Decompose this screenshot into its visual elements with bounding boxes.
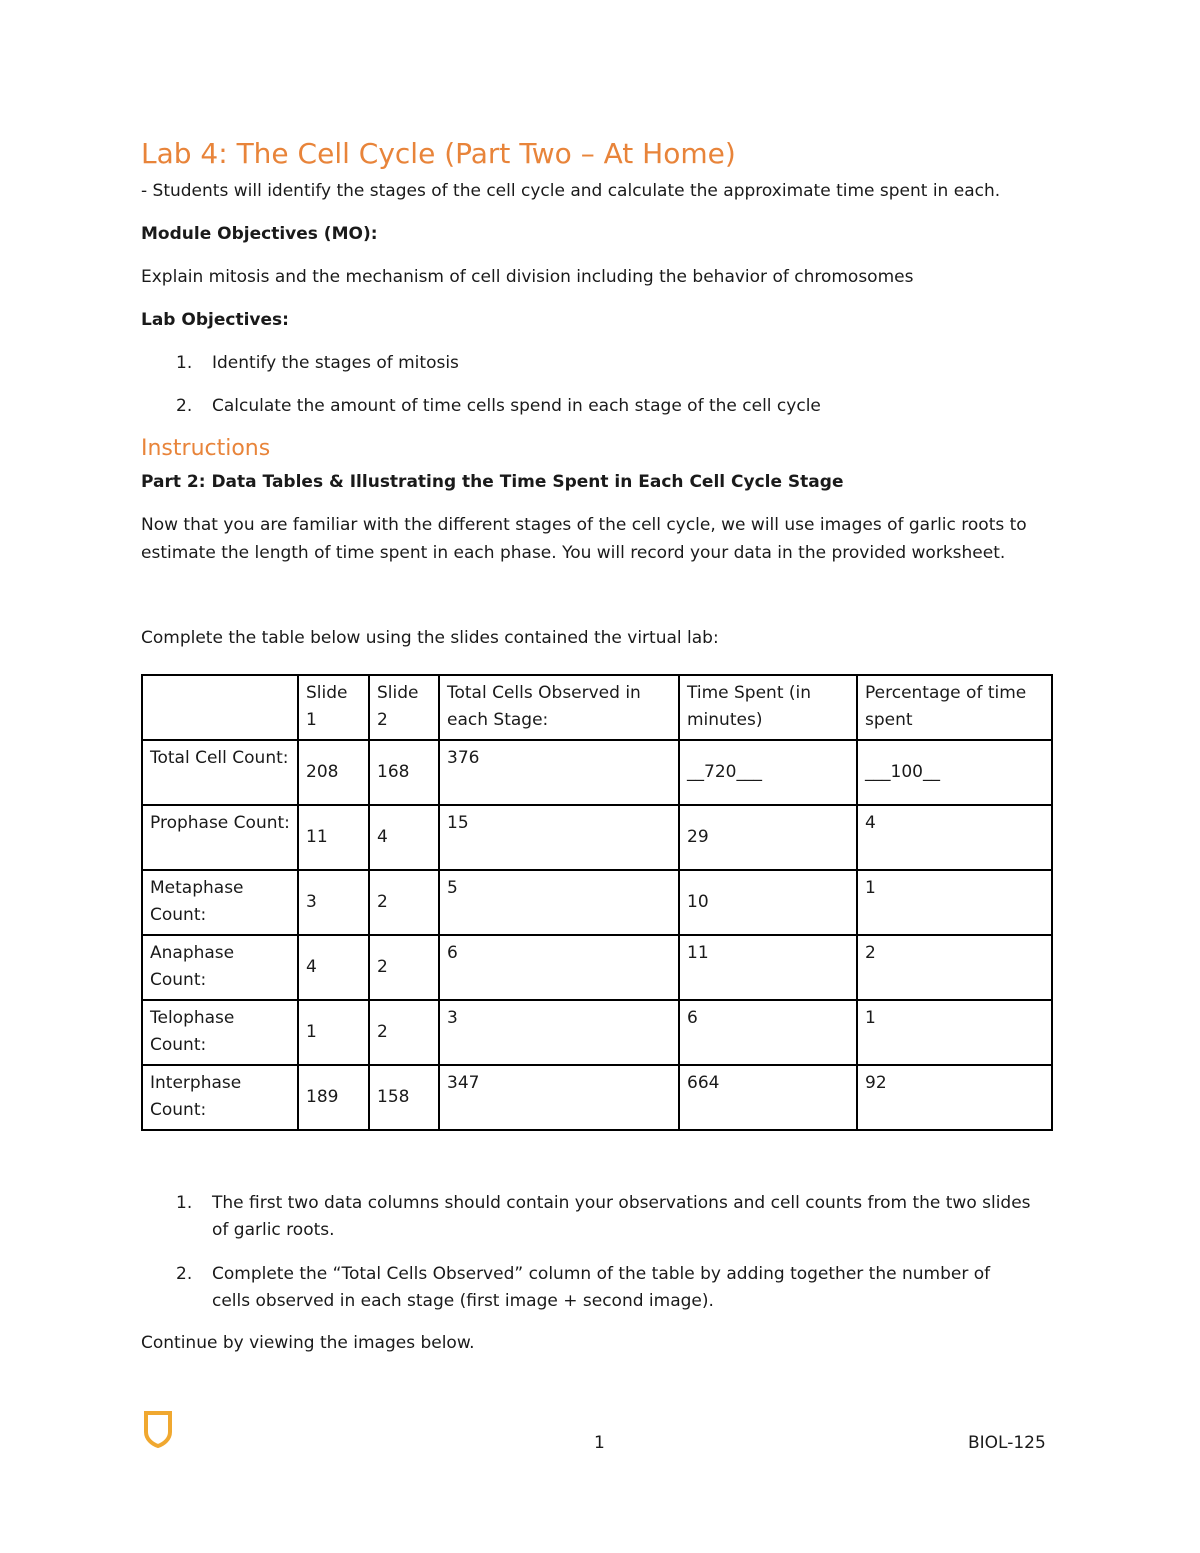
- lab-objective-item: Calculate the amount of time cells spend in each stage of the cell cycle: [212, 396, 821, 416]
- header-cell: Slide 1: [298, 675, 369, 740]
- percent-cell: 1: [857, 870, 1052, 935]
- subtitle: - Students will identify the stages of the cell cycle and calculate the approximate time spent in each.: [141, 181, 1001, 201]
- continue-text: Continue by viewing the images below.: [141, 1333, 475, 1353]
- lab-objective-number: 1.: [176, 353, 193, 373]
- slide1-cell: 4: [298, 935, 369, 1000]
- total-cell: 3: [439, 1000, 679, 1065]
- row-label: Metaphase Count:: [142, 870, 298, 935]
- slide1-cell: 189: [298, 1065, 369, 1130]
- module-objectives-text: Explain mitosis and the mechanism of cell division including the behavior of chromosomes: [141, 267, 914, 287]
- row-label: Anaphase Count:: [142, 935, 298, 1000]
- slide1-cell: 208: [298, 740, 369, 805]
- header-cell: Time Spent (in minutes): [679, 675, 857, 740]
- page-title: Lab 4: The Cell Cycle (Part Two – At Home): [141, 137, 736, 170]
- table-header-row: [142, 675, 1052, 740]
- header-cell: [142, 675, 298, 740]
- instructions-heading: Instructions: [141, 436, 271, 461]
- row-label: Prophase Count:: [142, 805, 298, 870]
- table-row: [142, 870, 1052, 935]
- step-line: The first two data columns should contain your observations and cell counts from the two slides: [212, 1193, 1031, 1213]
- instructions-paragraph-line: Now that you are familiar with the different stages of the cell cycle, we will use images of garlic roots to: [141, 515, 1027, 535]
- row-label: Interphase Count:: [142, 1065, 298, 1130]
- course-code: BIOL-125: [968, 1433, 1046, 1453]
- header-cell: Total Cells Observed in each Stage:: [439, 675, 679, 740]
- total-cell: 5: [439, 870, 679, 935]
- page-number: 1: [594, 1433, 605, 1453]
- percent-cell: 2: [857, 935, 1052, 1000]
- table-intro: Complete the table below using the slides contained the virtual lab:: [141, 628, 719, 648]
- total-cell: 6: [439, 935, 679, 1000]
- slide1-cell: 1: [298, 1000, 369, 1065]
- percent-cell: 4: [857, 805, 1052, 870]
- header-cell: Slide 2: [369, 675, 439, 740]
- slide1-cell: 11: [298, 805, 369, 870]
- slide1-cell: 3: [298, 870, 369, 935]
- step-line: Complete the “Total Cells Observed” column of the table by adding together the number of: [212, 1264, 991, 1284]
- slide2-cell: 4: [369, 805, 439, 870]
- table-row: [142, 935, 1052, 1000]
- table-row: [142, 1065, 1052, 1130]
- slide2-cell: 2: [369, 935, 439, 1000]
- shield-logo-icon: [143, 1410, 173, 1452]
- total-cell: 376: [439, 740, 679, 805]
- table-row: [142, 805, 1052, 870]
- time-cell: 6: [679, 1000, 857, 1065]
- total-cell: 347: [439, 1065, 679, 1130]
- time-cell: 664: [679, 1065, 857, 1130]
- data-table: [141, 674, 1053, 1131]
- row-label: Total Cell Count:: [142, 740, 298, 805]
- slide2-cell: 158: [369, 1065, 439, 1130]
- instructions-paragraph-line: estimate the length of time spent in each phase. You will record your data in the provided worksheet.: [141, 543, 1006, 563]
- step-number: 2.: [176, 1264, 193, 1284]
- row-label: Telophase Count:: [142, 1000, 298, 1065]
- lab-objective-item: Identify the stages of mitosis: [212, 353, 459, 373]
- time-cell: 29: [679, 805, 857, 870]
- module-objectives-heading: Module Objectives (MO):: [141, 224, 378, 244]
- slide2-cell: 168: [369, 740, 439, 805]
- table-row: [142, 740, 1052, 805]
- time-cell: 11: [679, 935, 857, 1000]
- percent-cell: 1: [857, 1000, 1052, 1065]
- slide2-cell: 2: [369, 1000, 439, 1065]
- total-cell: 15: [439, 805, 679, 870]
- percent-cell: ___100__: [857, 740, 1052, 805]
- time-cell: 10: [679, 870, 857, 935]
- part-heading: Part 2: Data Tables & Illustrating the Time Spent in Each Cell Cycle Stage: [141, 472, 844, 492]
- table-row: [142, 1000, 1052, 1065]
- time-cell: __720___: [679, 740, 857, 805]
- lab-objectives-heading: Lab Objectives:: [141, 310, 289, 330]
- step-line: of garlic roots.: [212, 1220, 335, 1240]
- percent-cell: 92: [857, 1065, 1052, 1130]
- step-number: 1.: [176, 1193, 193, 1213]
- step-line: cells observed in each stage (first image + second image).: [212, 1291, 714, 1311]
- header-cell: Percentage of time spent: [857, 675, 1052, 740]
- slide2-cell: 2: [369, 870, 439, 935]
- lab-objective-number: 2.: [176, 396, 193, 416]
